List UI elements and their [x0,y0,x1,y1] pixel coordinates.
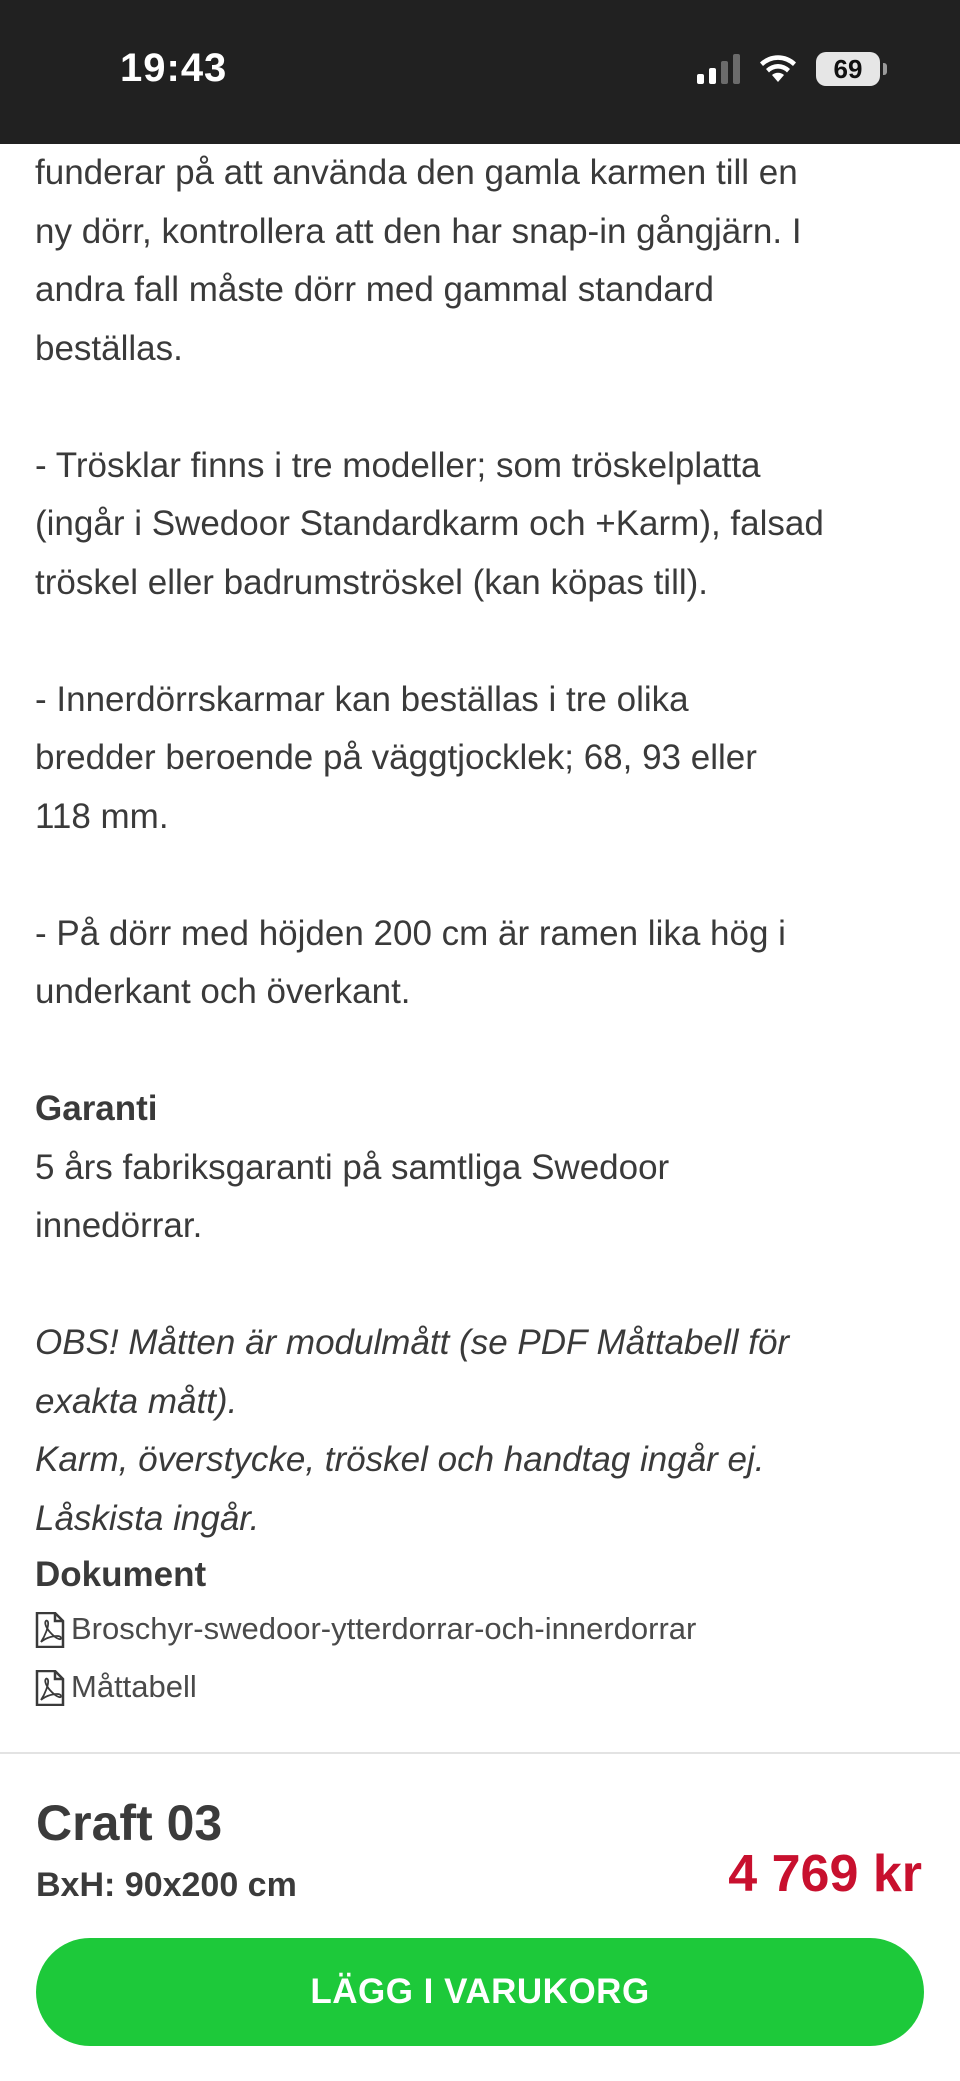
product-price: 4 769 kr [728,1845,922,1903]
garanti-heading: Garanti [35,1089,158,1128]
product-size: BxH: 90x200 cm [36,1866,297,1904]
description-paragraph-3: - Innerdörrskarmar kan beställas i tre olika bredder beroende på väggtjocklek; 68, 93 eller 118 mm. [35,679,757,836]
obs-note: OBS! Måtten är modulmått (se PDF Måttabell för exakta mått). Karm, överstycke, tröskel och handtag ingår ej. Låskista ingår. [35,1323,790,1538]
pdf-file-icon [35,1612,65,1648]
status-time: 19:43 [120,46,228,90]
product-description [35,144,925,1716]
document-link-size-table[interactable] [35,1658,925,1716]
signal-icon [697,54,740,84]
product-name: Craft 03 [36,1795,223,1851]
add-to-cart-button[interactable]: LÄGG I VARUKORG [36,1938,924,2046]
description-paragraph-1: funderar på att använda den gamla karmen till en ny dörr, kontrollera att den har snap-in gångjärn. I andra fall måste dörr med gammal standard beställas. [35,153,802,368]
pdf-file-icon [35,1670,65,1706]
document-link-label: Broschyr-swedoor-ytterdorrar-och-innerdorrar [71,1611,697,1646]
document-link-brochure[interactable] [35,1600,925,1658]
document-link-label: Måttabell [71,1669,197,1704]
battery-icon: 69 [816,52,880,86]
status-icons [697,52,880,86]
description-paragraph-2: - Trösklar finns i tre modeller; som tröskelplatta (ingår i Swedoor Standardkarm och +Karm), falsad tröskel eller badrumströskel (kan köpas till). [35,445,824,602]
add-to-cart-bar [0,1752,960,2081]
status-bar [0,0,960,144]
wifi-icon [758,54,798,84]
documents-heading: Dokument [35,1555,207,1594]
description-paragraph-4: - På dörr med höjden 200 cm är ramen lika hög i underkant och överkant. [35,913,786,1011]
garanti-text: 5 års fabriksgaranti på samtliga Swedoor innedörrar. [35,1147,670,1245]
